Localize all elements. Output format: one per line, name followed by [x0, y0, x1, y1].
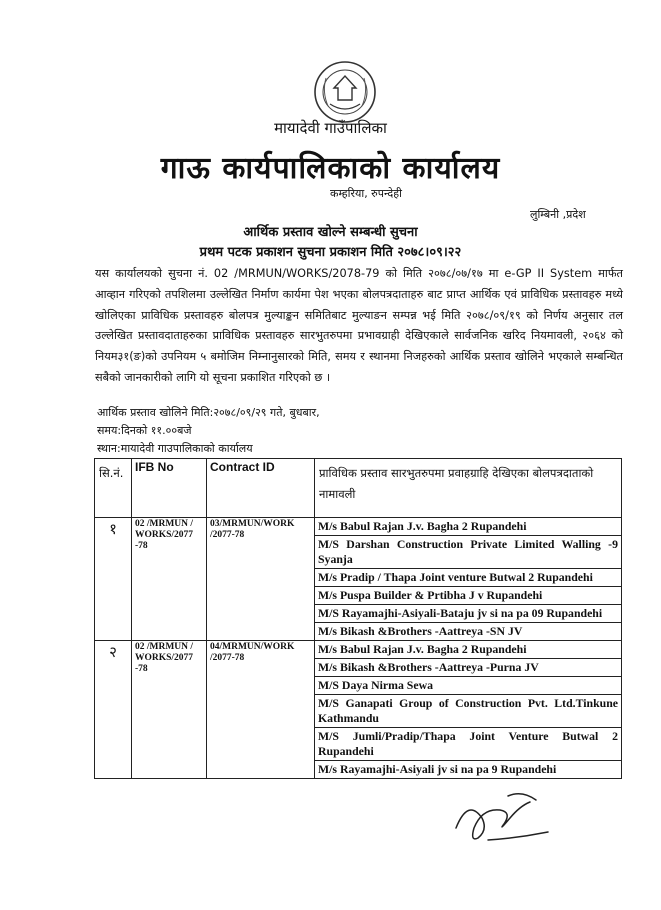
ifb-cell: 02 /MRMUN / WORKS/2077 -78 [132, 518, 207, 641]
province-label: लुम्बिनी ,प्रदेश [530, 208, 586, 221]
notice-subject: आर्थिक प्रस्ताव खोल्ने सम्बन्धी सुचना [243, 225, 418, 240]
municipality-name: मायादेवी गाउँपालिका [274, 119, 387, 137]
ifb-cell: 02 /MRMUN / WORKS/2077 -78 [132, 641, 207, 779]
office-address: कम्हरिया, रुपन्देही [330, 187, 402, 200]
table-header-row [95, 459, 622, 518]
serial-cell: १ [95, 518, 132, 641]
bidder-name: M/S Daya Nirma Sewa [315, 677, 622, 695]
publication-date: प्रथम पटक प्रकाशन सुचना प्रकाशन मिति २०७८।०९।२२ [199, 245, 462, 260]
bidders-table [94, 458, 622, 779]
office-title: गाऊ कार्यपालिकाको कार्यालय [160, 151, 501, 186]
bidder-name: M/s Bikash &Brothers -Aattreya -Purna JV [315, 659, 622, 677]
header-bidders: प्राविधिक प्रस्ताव सारभुतरुपमा प्रवाहग्राहि देखिएका बोलपत्रदाताको नामावली [315, 459, 622, 518]
table-body [95, 518, 622, 779]
bidder-name: M/S Jumli/Pradip/Thapa Joint Venture Butwal 2 Rupandehi [315, 728, 622, 761]
bidder-name: M/s Puspa Builder & Prtibha J v Rupandehi [315, 587, 622, 605]
table-row [95, 518, 622, 536]
bidder-name: M/S Ganapati Group of Construction Pvt. Ltd.Tinkune Kathmandu [315, 695, 622, 728]
bidder-name: M/s Babul Rajan J.v. Bagha 2 Rupandehi [315, 641, 622, 659]
signature-icon [448, 788, 558, 848]
header-contract: Contract ID [207, 459, 315, 518]
contract-cell: 03/MRMUN/WORK /2077-78 [207, 518, 315, 641]
contract-cell: 04/MRMUN/WORK /2077-78 [207, 641, 315, 779]
bidder-name: M/s Rayamajhi-Asiyali jv si na pa 9 Rupandehi [315, 761, 622, 779]
header-ifb: IFB No [132, 459, 207, 518]
header-serial: सि.नं. [95, 459, 132, 518]
bidder-name: M/s Pradip / Thapa Joint venture Butwal 2 Rupandehi [315, 569, 622, 587]
bidder-name: M/s Bikash &Brothers -Aattreya -SN JV [315, 623, 622, 641]
bidder-name: M/S Rayamajhi-Asiyali-Bataju jv si na pa 09 Rupandehi [315, 605, 622, 623]
notice-body: यस कार्यालयको सुचना नं. 02 /MRMUN/WORKS/2078-79 को मिति २०७८/०७/१७ मा e-GP II System मार्फत आव्हान गरिएको तपशिलमा उल्लेखित निर्माण कार्यमा पेश भएका बोलपत्रदाताहरु बाट प्राप्त आर्थिक एवं प्राविधिक प्रस्तावहरु मध्ये खोलिएका प्राविधिक प्रस्तावहरु बोलपत्र मुल्याङ्कन समितिबाट मुल्याङन सम्पन्न भई मिति २०७८/०९/१९ को निर्णय अनुसार तल उल्लेखित प्रस्तावदाताहरुका प्राविधिक प्रस्तावहरु सारभुतरुपमा प्रभावग्राही देखिएकाले सार्वजनिक खरिद नियमावली, २०६४ को नियम३१(ङ)को उपनियम ५ बमोजिम निम्नानुसारको मिति, समय र स्थानमा निजहरुको आर्थिक प्रस्ताव खोलिने भएकाले सम्बन्धित सबैको जानकारीको लागि यो सूचना प्रकाशित गरिएको छ । [95, 267, 623, 384]
opening-time: समय:दिनको ११.००बजे [97, 424, 192, 437]
serial-cell: २ [95, 641, 132, 779]
bidder-name: M/S Darshan Construction Private Limited Walling -9 Syanja [315, 536, 622, 569]
opening-place: स्थान:मायादेवी गाउपालिकाको कार्यालय [97, 442, 253, 455]
bidder-name: M/s Babul Rajan J.v. Bagha 2 Rupandehi [315, 518, 622, 536]
table-row [95, 641, 622, 659]
opening-date: आर्थिक प्रस्ताव खोलिने मिति:२०७८/०९/२९ गते, बुधबार, [97, 406, 320, 419]
